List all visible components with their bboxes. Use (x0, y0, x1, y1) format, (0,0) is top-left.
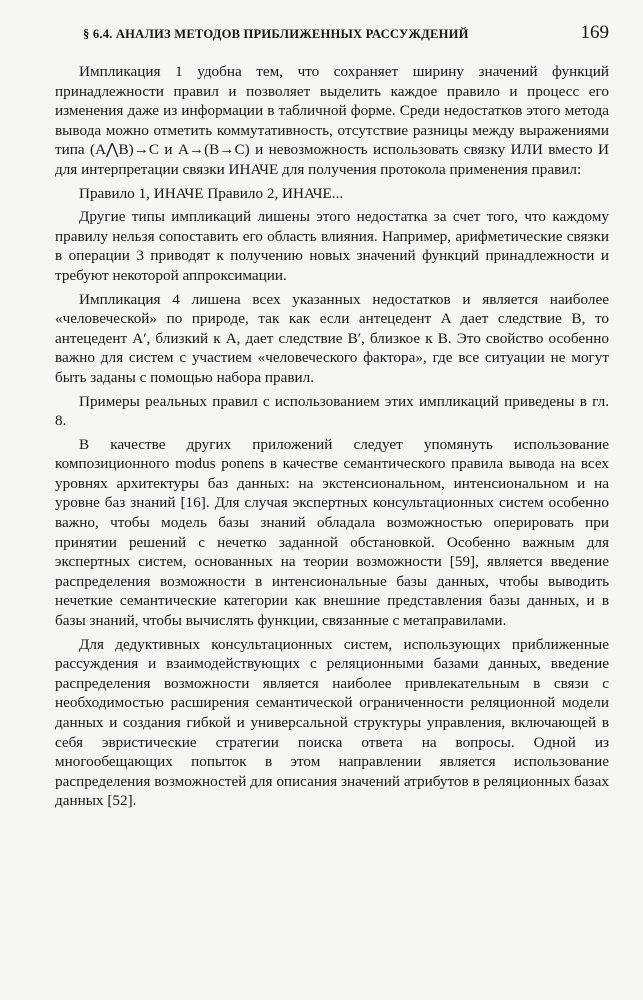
paragraph-deductive-systems: Для дедуктивных консультационных систем, использующих приближенные рассуждения и взаимодействующих с реляционными базами данных, введение распределения возможности является наиболее привлекательным в связи с необходимостью расширения семантической ограниченности реляционной модели данных и создания гибкой и универсальной структуры управления, включающей в себя эвристические стратегии поиска ответа на вопросы. Одной из многообещающих попыток в этом направлении является использование распределения возможностей для описания значений атрибутов в реляционных базах данных [52]. (55, 635, 609, 810)
running-head: § 6.4. АНАЛИЗ МЕТОДОВ ПРИБЛИЖЕННЫХ РАССУЖДЕНИЙ (83, 27, 469, 41)
paragraph-other-applications: В качестве других приложений следует упомянуть использование композиционного modus ponens в качестве семантического правила вывода на всех уровнях архитектуры баз данных: на экстенсиональном, интенсиональном и на уровне баз знаний [16]. Для случая экспертных консультационных систем особенно важно, чтобы модель базы знаний обладала возможностью оперировать при принятии решений с нечетко заданной обстановкой. Особенно важным для экспертных систем, основанных на теории возможности [59], является введение распределения возможности в интенсиональные базы данных, чтобы выводить нечеткие семантические категории как внешние представления базы данных, и в базы знаний, чтобы вычислять функции, связанные с метаправилами. (55, 435, 609, 630)
paragraph-other-implications: Другие типы импликаций лишены этого недостатка за счет того, что каждому правилу нельзя сопоставить его область влияния. Например, арифметические связки в операции 3 приводят к получению новых значений функций принадлежности и требуют некоторой аппроксимации. (55, 208, 609, 284)
paragraph-examples: Примеры реальных правил с использованием этих импликаций приведены в гл. 8. (55, 392, 609, 430)
rule-protocol-line: Правило 1, ИНАЧЕ Правило 2, ИНАЧЕ... (79, 184, 344, 202)
paragraph-implication-1: Импликация 1 удобна тем, что сохраняет ширину значений функций принадлежности правил и позволяет выделить каждое правило и процесс его изменения даже из информации в табличной форме. Среди недостатков этого метода вывода можно отметить коммутативность, отсутствие разницы между выражениями типа (A⋀B)→C и A→(B→C) и невозможность использовать связку ИЛИ вместо И для интерпретации связки ИНАЧЕ для получения протокола применения правил: (55, 63, 609, 178)
page-header (55, 22, 609, 50)
body-text (55, 62, 609, 811)
page-number: 169 (580, 22, 609, 43)
paragraph-implication-4: Импликация 4 лишена всех указанных недостатков и является наиболее «человеческой» по природе, так как если антецедент A дает следствие B, то антецедент A′, близкий к A, дает следствие B′, близкое к B. Это свойство особенно важно для систем с участием «человеческого фактора», где все ситуации не могут быть заданы с помощью набора правил. (55, 290, 609, 386)
